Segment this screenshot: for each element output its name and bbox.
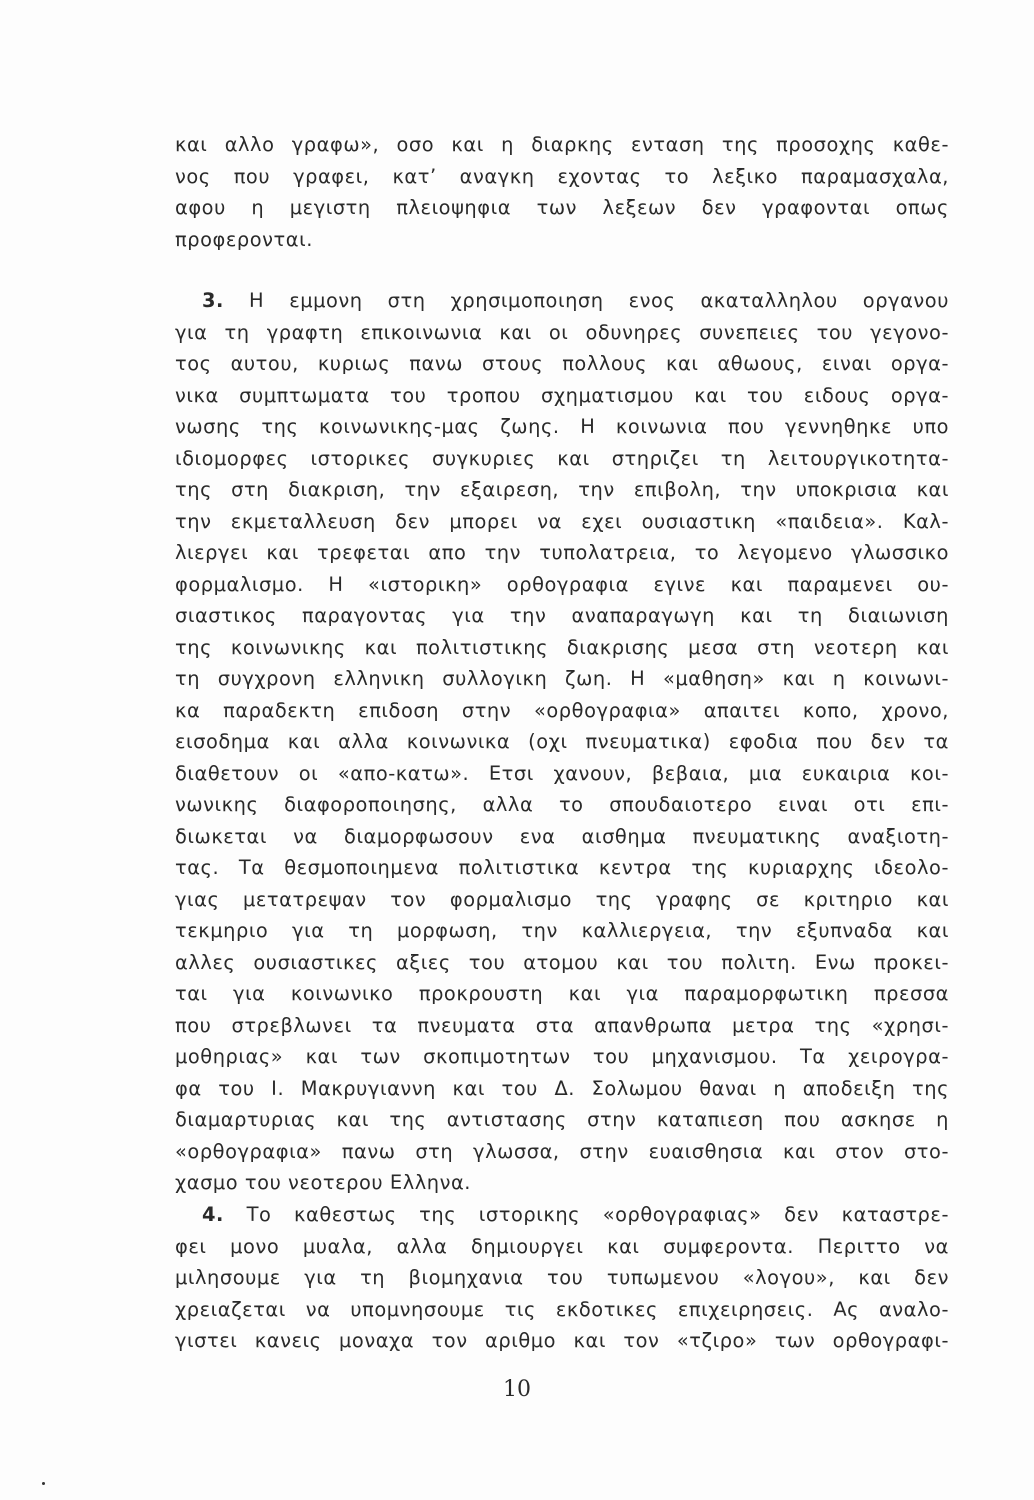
text-line: της κοινωνικης και πολιτιστικης διακρισης μεσα στη νεοτερη και [175,635,949,659]
paragraph-first-line [175,1199,949,1231]
text-line: νος που γραφει, κατ’ αναγκη εχοντας το λεξικο παραμασχαλα, [175,164,949,188]
text-line: χασμο του νεοτερου Ελληνα. [175,1171,472,1194]
text-line: μιλησουμε για τη βιομηχανια του τυπωμενου «λογου», και δεν [175,1266,949,1289]
text-line: φα του Ι. Μακρυγιαννη και του Δ. Σολωμου θαναι η αποδειξη της [175,1076,949,1100]
paragraph-number: 4. [202,1203,224,1226]
text-line: προφερονται. [175,227,313,251]
text-line: τας. Τα θεσμοποιημενα πολιτιστικα κεντρα της κυριαρχης ιδεολο- [175,856,949,879]
text-line: φορμαλισμο. Η «ιστορικη» ορθογραφια εγινε και παραμενει ου- [175,572,949,596]
paragraph-4 [175,1199,949,1357]
text-line: χρειαζεται να υπομνησουμε τις εκδοτικες επιχειρησεις. Ας αναλο- [175,1297,949,1321]
text-line: γιας μετατρεψαν τον φορμαλισμο της γραφης σε κριτηριο και [175,887,949,911]
text-line: διαθετουν οι «απο-κατω». Ετσι χανουν, βεβαια, μια ευκαιρια κοι- [175,761,949,785]
text-line: για τη γραφτη επικοινωνια και οι οδυνηρες συνεπειες του γεγονο- [175,320,949,344]
page-number: 10 [503,1377,531,1402]
text-line: μοθηριας» και των σκοπιμοτητων του μηχανισμου. Τα χειρογρα- [175,1045,949,1068]
text-line: της στη διακριση, την εξαιρεση, την επιβολη, την υποκρισια και [175,478,949,501]
text-line: νικα συμπτωματα του τροπου σχηματισμου και του ειδους οργα- [175,383,949,407]
text-line: «ορθογραφια» πανω στη γλωσσα, στην ευαισθησια και στον στο- [175,1139,949,1163]
text-line: τεκμηριο για τη μορφωση, την καλλιεργεια, την εξυπναδα και [175,919,949,942]
text-line: τη συγχρονη ελληνικη συλλογικη ζωη. Η «μαθηση» και η κοινωνι- [175,667,949,690]
text-line: σιαστικος παραγοντας για την αναπαραγωγη και τη διαιωνιση [175,604,949,627]
text-line: Το καθεστως της ιστορικης «ορθογραφιας» δεν καταστρε- [246,1203,949,1226]
text-line: που στρεβλωνει τα πνευματα στα απανθρωπα μετρα της «χρησι- [175,1013,949,1037]
text-line: γιστει κανεις μοναχα τον αριθμο και τον «τζιρο» των ορθογραφι- [175,1329,949,1352]
text-line: λιεργει και τρεφεται απο την τυπολατρεια, το λεγομενο γλωσσικο [175,541,949,564]
text-line: νωσης της κοινωνικης-μας ζωης. Η κοινωνια που γεννηθηκε υπο [175,415,949,438]
text-line: κα παραδεκτη επιδοση στην «ορθογραφια» απαιτει κοπο, χρονο, [175,698,949,722]
scan-speck [42,1482,45,1485]
text-line: Η εμμονη στη χρησιμοποιηση ενος ακαταλληλου οργανου [249,289,949,312]
text-line: νωνικης διαφοροποιησης, αλλα το σπουδαιοτερο ειναι οτι επι- [175,793,949,816]
text-line: τος αυτου, κυριως πανω στους πολλους και αθωους, ειναι οργα- [175,352,949,375]
text-line: και αλλο γραφω», οσο και η διαρκης ενταση της προσοχης καθε- [175,133,949,156]
text-line: αφου η μεγιστη πλειοψηφια των λεξεων δεν γραφονται οπως [175,196,949,219]
paragraph-first-line [175,285,949,317]
text-line: φει μονο μυαλα, αλλα δημιουργει και συμφεροντα. Περιττο να [175,1234,949,1258]
text-line: εισοδημα και αλλα κοινωνικα (οχι πνευματικα) εφοδια που δεν τα [175,730,949,753]
text-line: ιδιομορφες ιστορικες συγκυριες και στηριζει τη λειτουργικοτητα- [175,446,949,470]
paragraph-3 [175,285,949,1199]
text-line: αλλες ουσιαστικες αξιες του ατομου και του πολιτη. Ενω προκει- [175,950,949,974]
paragraph-number: 3. [202,289,224,312]
text-line: διαμαρτυριας και της αντιστασης στην καταπιεση που ασκησε η [175,1108,949,1131]
text-line: ται για κοινωνικο προκρουστη και για παραμορφωτικη πρεσσα [175,982,949,1005]
paragraph-continuation [175,129,949,255]
text-line: διωκεται να διαμορφωσουν ενα αισθημα πνευματικης αναξιοτη- [175,824,949,848]
text-line: την εκμεταλλευση δεν μπορει να εχει ουσιαστικη «παιδεια». Καλ- [175,509,949,533]
